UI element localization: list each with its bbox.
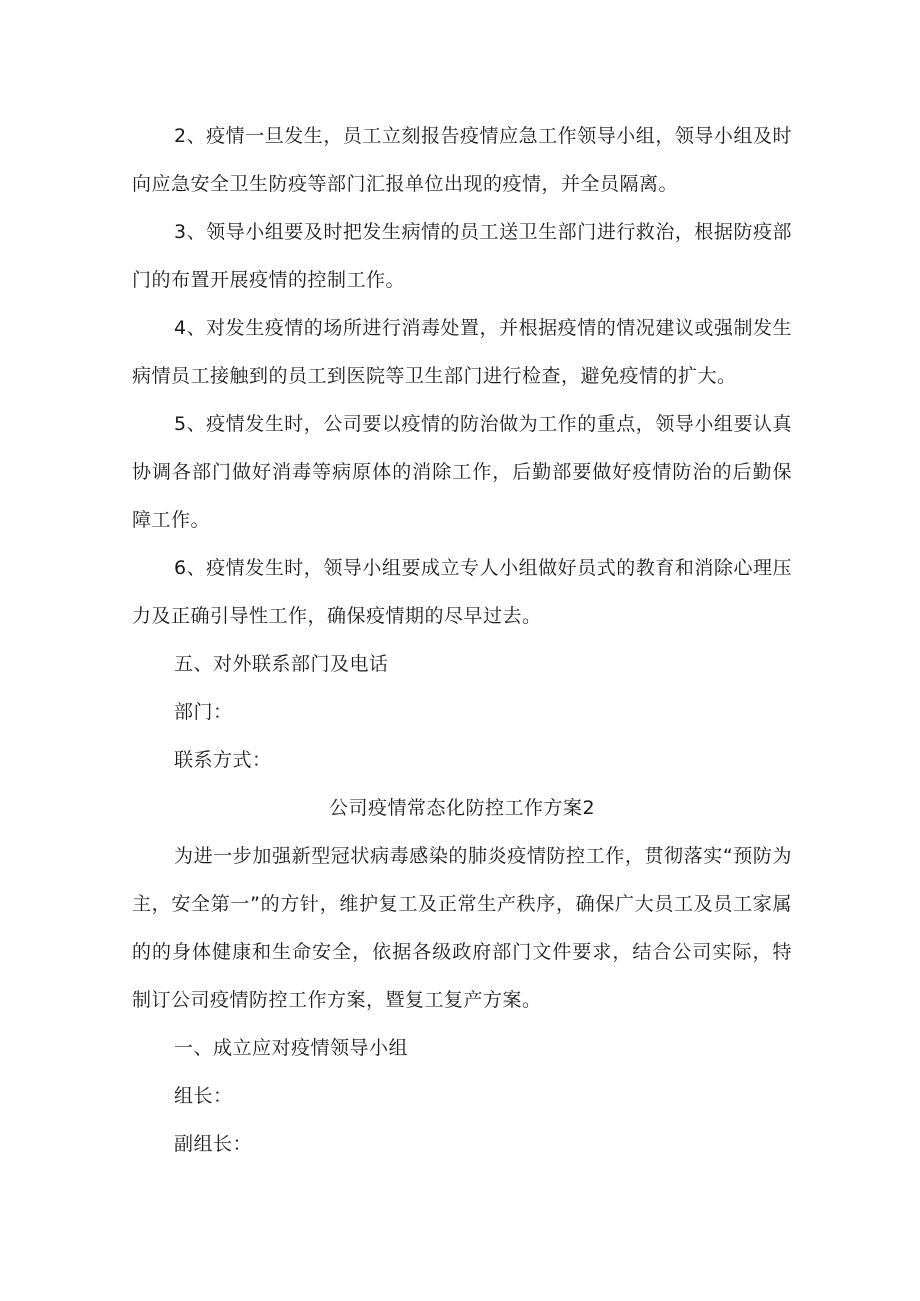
document-body xyxy=(132,112,792,1168)
paragraph-item-6: 6、疫情发生时，领导小组要成立专人小组做好员式的教育和消除心理压力及正确引导性工作，确保疫情期的尽早过去。 xyxy=(132,557,792,627)
deputy-group-leader-label: 副组长： xyxy=(174,1133,253,1155)
section-heading-leadership-group: 一、成立应对疫情领导小组 xyxy=(174,1037,409,1059)
group-leader-label: 组长： xyxy=(174,1085,233,1107)
plan-intro-paragraph: 为进一步加强新型冠状病毒感染的肺炎疫情防控工作，贯彻落实“预防为主，安全第一”的方针，维护复工及正常生产秩序，确保广大员工及员工家属的的身体健康和生命安全，依据各级政府部门文件要求，结合公司实际，特制订公司疫情防控工作方案，暨复工复产方案。 xyxy=(132,845,792,1011)
paragraph-item-3: 3、领导小组要及时把发生病情的员工送卫生部门进行救治，根据防疫部门的布置开展疫情的控制工作。 xyxy=(132,221,792,291)
section-heading-contacts: 五、对外联系部门及电话 xyxy=(174,653,389,675)
paragraph-item-5: 5、疫情发生时，公司要以疫情的防治做为工作的重点，领导小组要认真协调各部门做好消毒等病原体的消除工作，后勤部要做好疫情防治的后勤保障工作。 xyxy=(132,413,792,531)
plan-title: 公司疫情常态化防控工作方案2 xyxy=(328,797,596,819)
paragraph-item-2: 2、疫情一旦发生，员工立刻报告疫情应急工作领导小组，领导小组及时向应急安全卫生防疫等部门汇报单位出现的疫情，并全员隔离。 xyxy=(132,125,792,195)
paragraph-item-4: 4、对发生疫情的场所进行消毒处置，并根据疫情的情况建议或强制发生病情员工接触到的员工到医院等卫生部门进行检查，避免疫情的扩大。 xyxy=(132,317,792,387)
contact-method-label: 联系方式： xyxy=(174,749,272,771)
department-label: 部门： xyxy=(174,701,233,723)
